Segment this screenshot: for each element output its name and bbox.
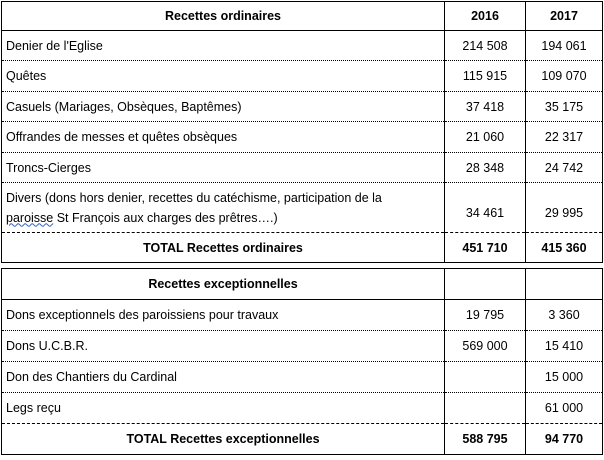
- total-2017: 415 360: [526, 233, 603, 263]
- total-label: TOTAL Recettes ordinaires: [2, 233, 445, 263]
- table-row: [2, 362, 603, 393]
- value-2016: 37 418: [445, 92, 526, 122]
- ordinary-income-table: [1, 1, 603, 263]
- value-2016: 28 348: [445, 153, 526, 183]
- value-2016: [445, 393, 526, 424]
- table-row: [2, 122, 603, 153]
- value-2017: 15 410: [526, 331, 603, 362]
- value-2016: [445, 362, 526, 393]
- value-2016: 569 000: [445, 331, 526, 362]
- value-2016: 115 915: [445, 61, 526, 92]
- total-2016: 588 795: [445, 424, 526, 455]
- row-label: Offrandes de messes et quêtes obsèques: [2, 122, 445, 153]
- value-2016: 21 060: [445, 122, 526, 153]
- row-label: Legs reçu: [2, 393, 445, 424]
- value-2016: 34 461: [445, 183, 526, 233]
- value-2017: 109 070: [526, 61, 603, 92]
- table-row: [2, 92, 603, 122]
- value-2017: 22 317: [526, 122, 603, 153]
- table-row: [2, 61, 603, 92]
- table-row: [2, 393, 603, 424]
- row-label: Don des Chantiers du Cardinal: [2, 362, 445, 393]
- table-row: [2, 300, 603, 331]
- total-2017: 94 770: [526, 424, 603, 455]
- table-row: [2, 31, 603, 61]
- section-title: Recettes ordinaires: [2, 2, 445, 31]
- value-2017: 15 000: [526, 362, 603, 393]
- row-label: Quêtes: [2, 61, 445, 92]
- row-label: Dons exceptionnels des paroissiens pour travaux: [2, 300, 445, 331]
- table-row: [2, 183, 603, 233]
- table-row: [2, 153, 603, 183]
- row-label: [2, 183, 445, 233]
- exceptional-income-table: [1, 268, 603, 455]
- section-title: Recettes exceptionnelles: [2, 269, 445, 300]
- table-row: [2, 331, 603, 362]
- year-2016-header: 2016: [445, 2, 526, 31]
- header-row: [2, 2, 603, 31]
- value-2017: 194 061: [526, 31, 603, 61]
- row-label-line1: Divers (dons hors denier, recettes du catéchisme, participation de la: [6, 190, 382, 205]
- row-label-line2: St François aux charges des prêtres….): [53, 210, 278, 225]
- total-row: [2, 233, 603, 263]
- total-row: [2, 424, 603, 455]
- value-2017: 29 995: [526, 183, 603, 233]
- value-2017: 3 360: [526, 300, 603, 331]
- row-label: Dons U.C.B.R.: [2, 331, 445, 362]
- row-label: Troncs-Cierges: [2, 153, 445, 183]
- spellcheck-word: paroisse: [6, 210, 54, 225]
- row-label: Casuels (Mariages, Obsèques, Baptêmes): [2, 92, 445, 122]
- value-2017: 61 000: [526, 393, 603, 424]
- row-label: Denier de l'Eglise: [2, 31, 445, 61]
- total-label: TOTAL Recettes exceptionnelles: [2, 424, 445, 455]
- total-2016: 451 710: [445, 233, 526, 263]
- value-2016: 214 508: [445, 31, 526, 61]
- value-2017: 35 175: [526, 92, 603, 122]
- value-2017: 24 742: [526, 153, 603, 183]
- value-2016: 19 795: [445, 300, 526, 331]
- header-row: [2, 269, 603, 300]
- year-2017-header: 2017: [526, 2, 603, 31]
